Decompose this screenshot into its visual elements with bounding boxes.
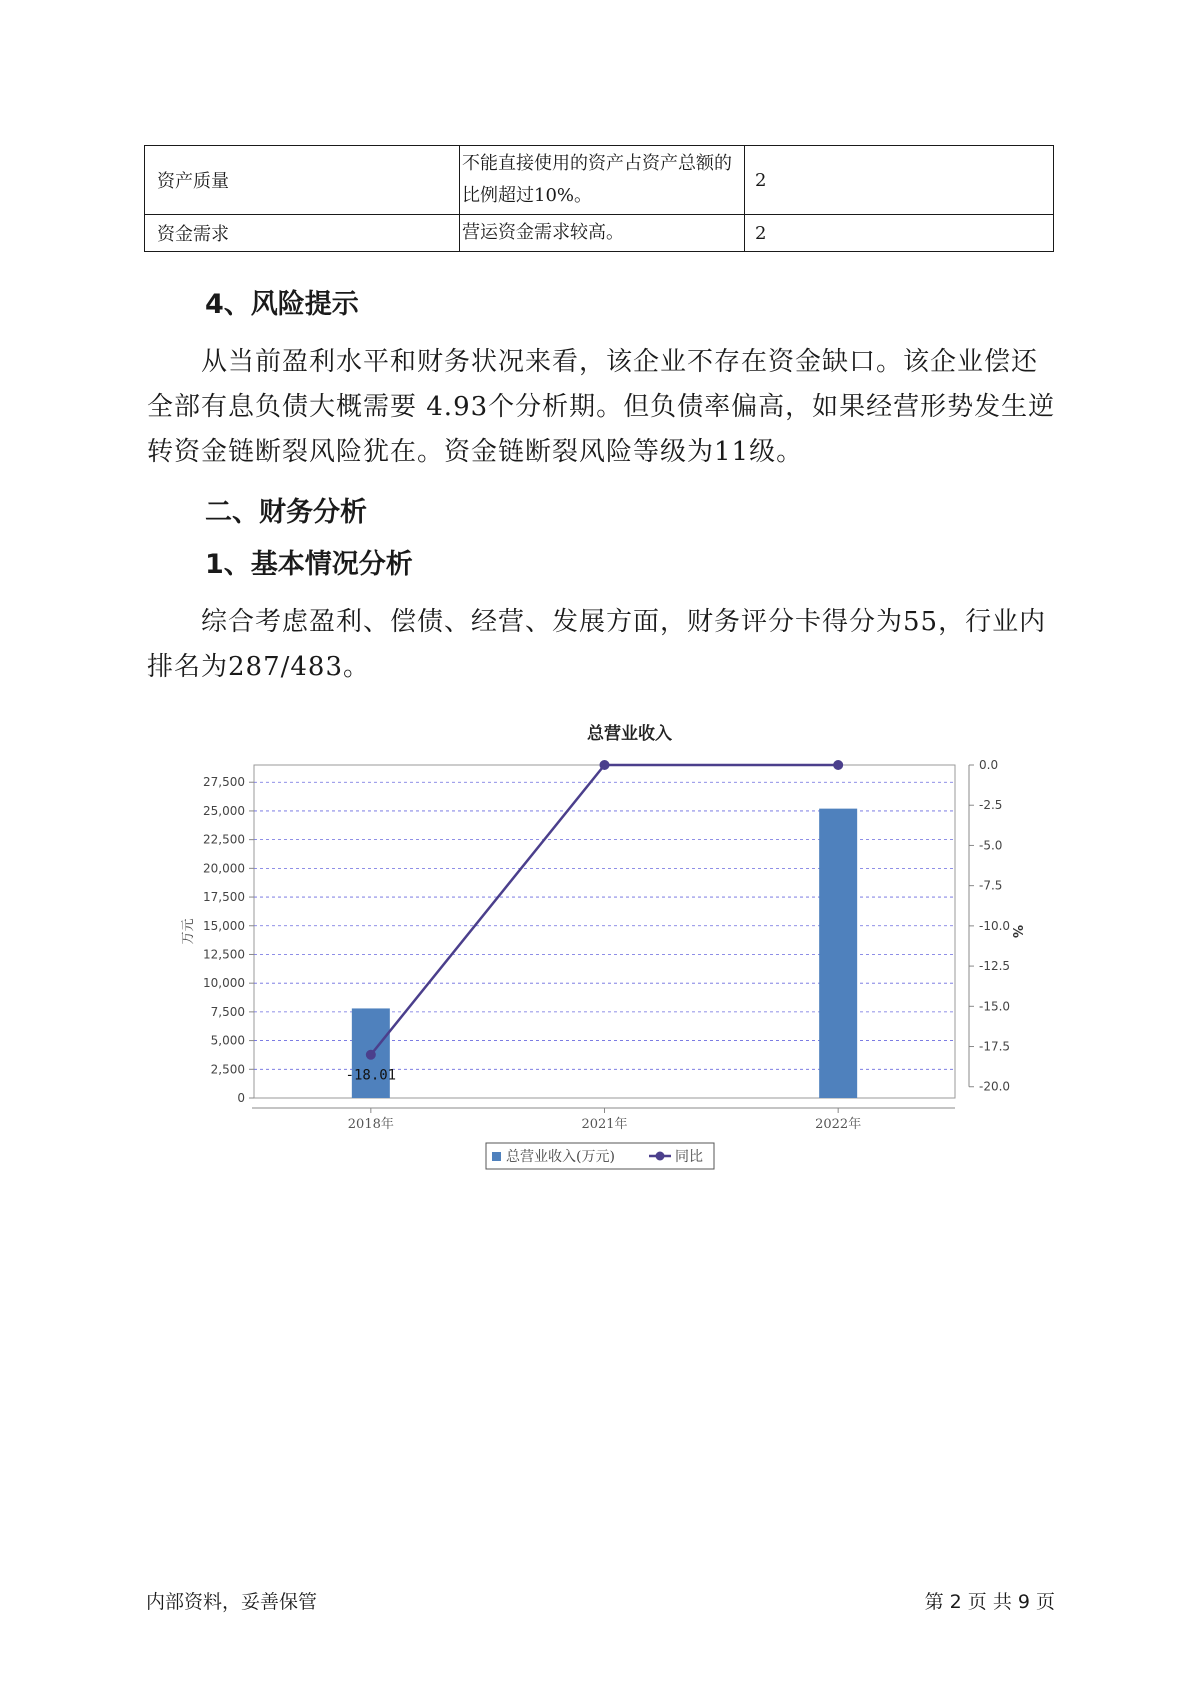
y-tick-label: 15,000	[203, 918, 245, 933]
finance-heading: 二、财务分析	[205, 497, 367, 528]
category-cell: 资金需求	[145, 215, 460, 252]
y-tick-label: 25,000	[203, 803, 245, 818]
data-label: -18.01	[345, 1067, 397, 1084]
description-cell: 不能直接使用的资产占资产总额的比例超过10%。	[460, 146, 745, 215]
revenue-chart	[170, 715, 1040, 1175]
y2-tick-label: 0.0	[979, 758, 999, 772]
y-tick-label: 12,500	[203, 947, 245, 962]
y2-tick-label: -7.5	[979, 878, 1003, 893]
legend-label: 总营业收入(万元)	[506, 1149, 615, 1165]
y-tick-label: 22,500	[203, 832, 245, 847]
y-tick-label: 2,500	[210, 1062, 245, 1077]
risk-paragraph: 从当前盈利水平和财务状况来看，该企业不存在资金缺口。该企业偿还全部有息负债大概需要 4.93个分析期。但负债率偏高，如果经营形势发生逆转资金链断裂风险犹在。资金链断裂风险等级为11级。	[147, 347, 1056, 467]
yoy-point	[600, 760, 610, 770]
yoy-line	[371, 765, 838, 1055]
score-cell: 2	[745, 146, 1054, 215]
x-tick-label: 2018年	[347, 1117, 394, 1132]
legend-swatch-point	[656, 1152, 665, 1161]
y-tick-label: 27,500	[203, 775, 245, 790]
table-row	[145, 215, 1054, 252]
y2-tick-label: -15.0	[979, 999, 1011, 1014]
risk-heading: 4、风险提示	[205, 289, 359, 320]
y2-tick-label: -17.5	[979, 1039, 1011, 1054]
category-cell: 资产质量	[145, 146, 460, 215]
chart-title: 总营业收入	[587, 724, 672, 744]
y-axis-label: 万元	[181, 918, 196, 945]
y2-axis-label: %	[1009, 924, 1024, 939]
footer-confidential: 内部资料，妥善保管	[146, 1591, 318, 1613]
y-tick-label: 7,500	[210, 1004, 245, 1019]
y2-tick-label: -20.0	[979, 1079, 1011, 1094]
y2-tick-label: -2.5	[979, 798, 1003, 813]
x-tick-label: 2022年	[815, 1117, 862, 1132]
basic-paragraph: 综合考虑盈利、偿债、经营、发展方面，财务评分卡得分为55，行业内排名为287/483。	[147, 607, 1047, 682]
y2-tick-label: -5.0	[979, 838, 1003, 853]
y-tick-label: 20,000	[203, 861, 245, 876]
legend-label: 同比	[675, 1149, 703, 1165]
yoy-point	[833, 760, 843, 770]
description-cell: 营运资金需求较高。	[460, 215, 745, 252]
y2-tick-label: -12.5	[979, 959, 1011, 974]
y-tick-label: 10,000	[203, 976, 245, 991]
y-tick-label: 5,000	[210, 1033, 245, 1048]
table-row	[145, 146, 1054, 215]
y-tick-label: 0	[237, 1091, 245, 1105]
x-tick-label: 2021年	[581, 1117, 628, 1132]
score-cell: 2	[745, 215, 1054, 252]
legend-swatch-bar	[492, 1152, 501, 1161]
basic-heading: 1、基本情况分析	[205, 549, 413, 580]
risk-table	[144, 145, 1054, 252]
footer-page-number: 第 2 页 共 9 页	[924, 1591, 1055, 1613]
y2-tick-label: -10.0	[979, 918, 1011, 933]
yoy-point	[366, 1050, 376, 1060]
bar	[819, 809, 857, 1098]
y-tick-label: 17,500	[203, 890, 245, 905]
